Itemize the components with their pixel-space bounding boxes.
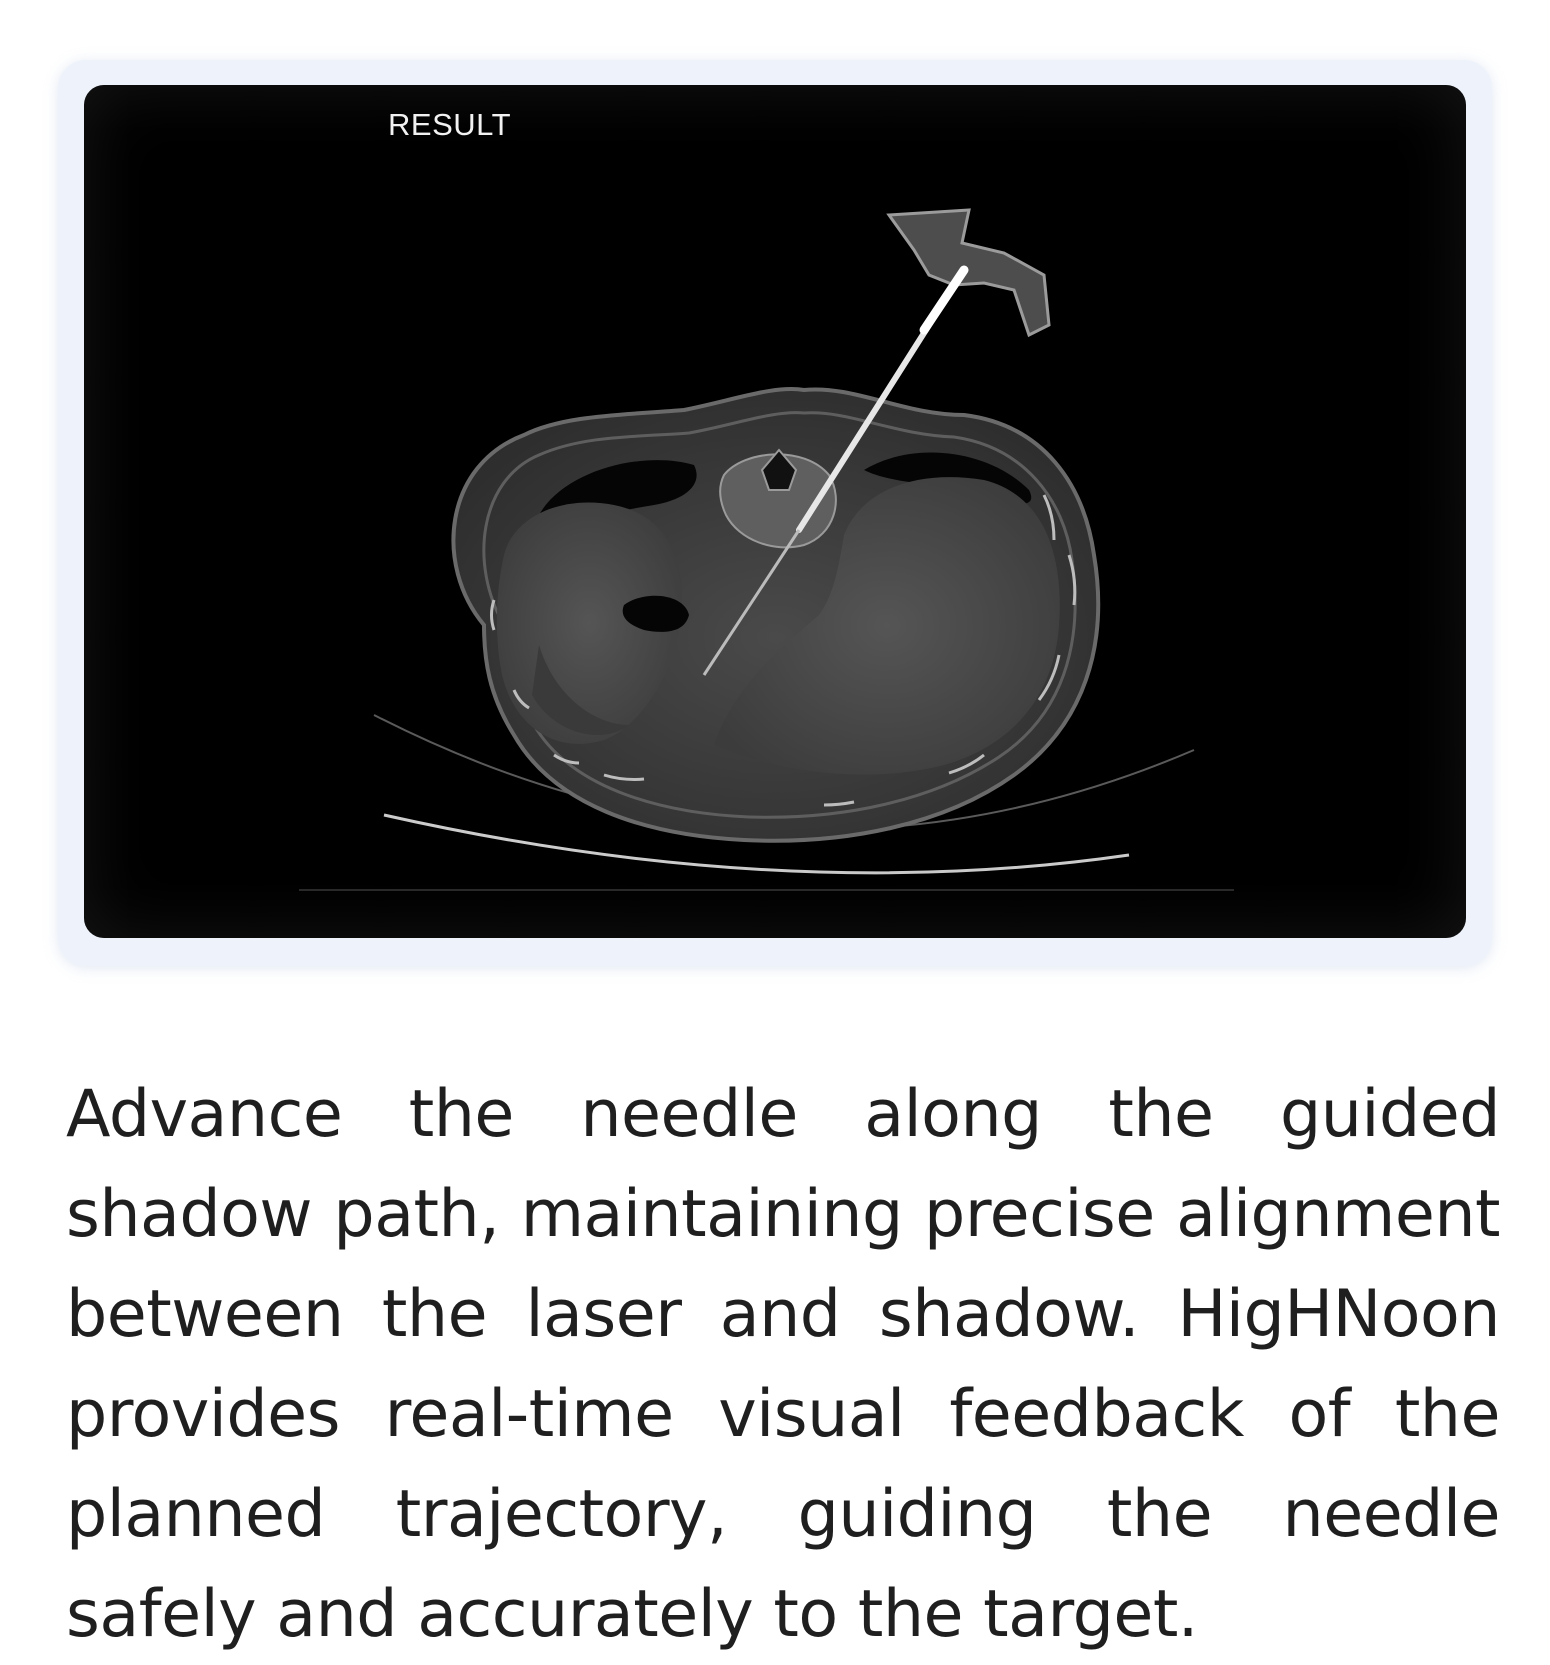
ct-scan-image [84,85,1466,938]
step-description: Advance the needle along the guided shadow path, maintaining precise alignment between the laser and shadow. HigHNoon provides real-time visual feedback of the planned trajectory, guiding the needle safely and accurately to the target. [66,1077,1500,1652]
ct-result-viewer [84,85,1466,938]
needle-handle [889,210,1049,335]
result-label: RESULT [388,107,512,142]
